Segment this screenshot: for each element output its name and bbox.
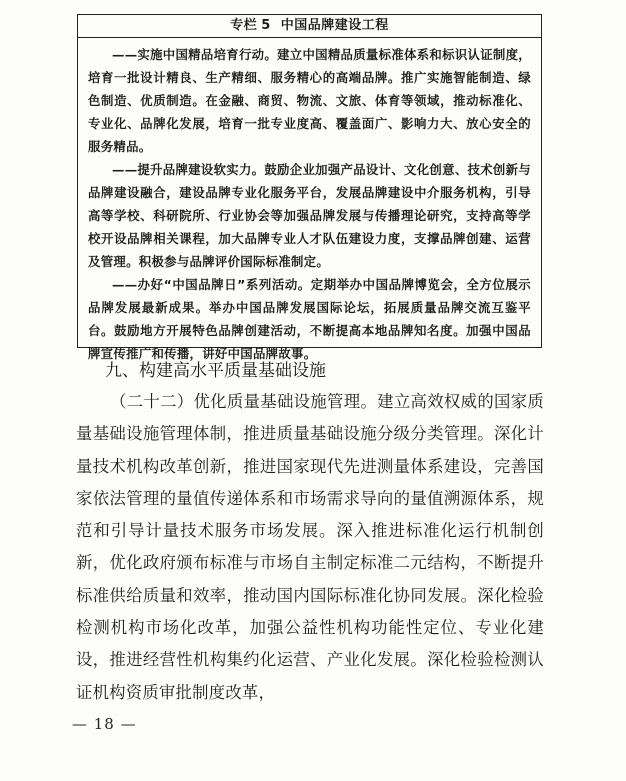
feature-box-heading: 中国品牌建设工程	[280, 18, 389, 33]
feature-box-title	[78, 15, 541, 38]
feature-box-paragraph-3: ——办好“中国品牌日”系列活动。定期举办中国品牌博览会，全方位展示品牌发展最新成果。举办中国品牌发展国际论坛，拓展质量品牌交流互鉴平台。鼓励地方开展特色品牌创建活动，不断提高本地品牌知名度。加强中国品牌宣传推广和传播，讲好中国品牌故事。	[88, 277, 531, 361]
feature-box-paragraph-2: ——提升品牌建设软实力。鼓励企业加强产品设计、文化创意、技术创新与品牌建设融合，建设品牌专业化服务平台，发展品牌建设中介服务机构，引导高等学校、科研院所、行业协会等加强品牌发展与传播理论研究，支持高等学校开设品牌相关课程，加大品牌专业人才队伍建设力度，支撑品牌创建、运营及管理。积极参与品牌评价国际标准制定。	[88, 162, 531, 269]
section-heading: 九、构建高水平质量基础设施	[105, 361, 326, 381]
feature-box-body	[78, 38, 541, 365]
feature-box-paragraph-1: ——实施中国精品培育行动。建立中国精品质量标准体系和标识认证制度，培育一批设计精良、生产精细、服务精心的高端品牌。推广实施智能制造、绿色制造、优质制造。在金融、商贸、物流、文旅、体育等领域，推动标准化、专业化、品牌化发展，培育一批专业度高、覆盖面广、影响力大、放心安全的服务精品。	[88, 47, 531, 154]
feature-box	[77, 14, 542, 361]
body-paragraph: （二十二）优化质量基础设施管理。建立高效权威的国家质量基础设施管理体制，推进质量基础设施分级分类管理。深化计量技术机构改革创新，推进国家现代先进测量体系建设，完善国家依法管理的量值传递体系和市场需求导向的量值溯源体系，规范和引导计量技术服务市场发展。深入推进标准化运行机制创新，优化政府颁布标准与市场自主制定标准二元结构，不断提升标准供给质量和效率，推动国内国际标准化协同发展。深化检验检测机构市场化改革，加强公益性机构功能性定位、专业化建设，推进经营性机构集约化运营、产业化发展。深化检验检测认证机构资质审批制度改革，	[76, 392, 544, 702]
feature-box-label: 专栏	[230, 18, 258, 33]
feature-box-number: 5	[261, 18, 271, 33]
page-number: — 18 —	[72, 715, 137, 733]
